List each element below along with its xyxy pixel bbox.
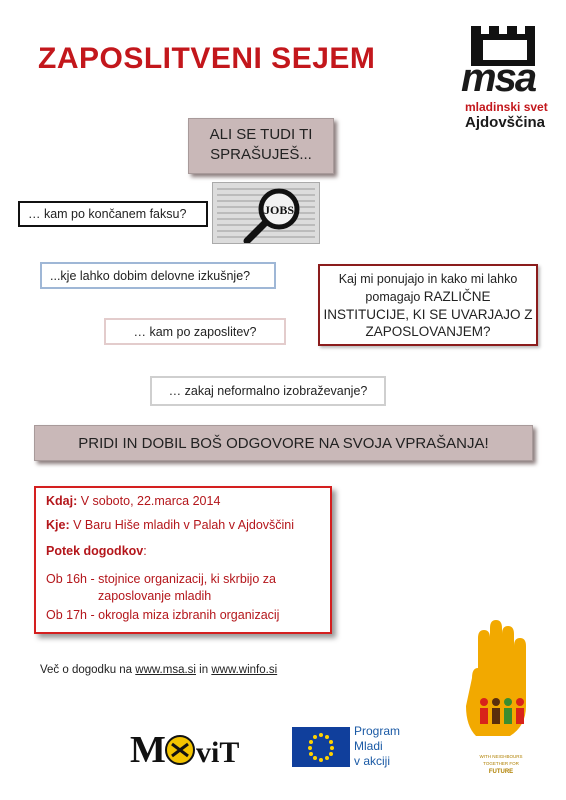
question-box-izobrazevanje: … zakaj neformalno izobraževanje? (150, 376, 386, 406)
program-label: Potek dogodkov (46, 544, 144, 558)
eu-text-line-1: Program (354, 724, 401, 738)
institutions-line-1: Kaj mi ponujajo in kako mi lahko (338, 272, 518, 286)
program-colon: : (143, 544, 147, 558)
question-box-faks: … kam po končanem faksu? (18, 201, 208, 227)
movit-logo-icon (128, 722, 282, 772)
program-item-1-line-1: Ob 16h - stojnice organizacij, ki skrbijo za (46, 572, 276, 586)
program-item-2: Ob 17h - okrogla miza izbranih organizacij (46, 608, 280, 622)
hand-logo-line-1: WITH NEIGHBOURS (479, 754, 523, 759)
eu-text-line-2: Mladi (354, 739, 383, 753)
ask-line-2: SPRAŠUJEŠ... (210, 146, 312, 163)
magnifier-icon (213, 183, 319, 243)
msa-logo-word: msa (461, 56, 536, 100)
institutions-line-2a: pomagajo (365, 290, 424, 304)
page-title: ZAPOSLITVENI SEJEM (38, 42, 376, 75)
msa-link[interactable]: www.msa.si (135, 664, 196, 676)
hand-logo (466, 618, 536, 778)
eu-flag-icon (292, 727, 350, 767)
hand-logo-line-3: FUTURE (488, 769, 514, 775)
movit-logo (128, 722, 282, 772)
msa-logo-subtitle: mladinski svet (465, 100, 548, 114)
question-box-izkusnje: ...kje lahko dobim delovne izkušnje? (40, 262, 276, 289)
institutions-line-3: INSTITUCIJE, KI SE UVARJAJO Z (323, 307, 533, 322)
institutions-line-4: ZAPOSLOVANJEM? (365, 324, 491, 339)
ask-line-1: ALI SE TUDI TI (209, 126, 313, 143)
winfo-link[interactable]: www.winfo.si (211, 664, 278, 676)
eu-text-line-3: v akciji (354, 754, 391, 768)
more-info-line (40, 664, 277, 676)
more-info-prefix: Več o dogodku na (40, 664, 136, 676)
more-info-mid: in (195, 664, 212, 676)
jobs-label: JOBS (263, 203, 295, 217)
svg-text:M: M (130, 729, 166, 771)
when-label: Kdaj: (46, 494, 78, 508)
ask-box (188, 118, 334, 174)
institutions-line-2b: RAZLIČNE (423, 289, 491, 304)
event-info-box (34, 486, 332, 634)
eu-program-logo (292, 723, 410, 771)
call-to-action-banner: PRIDI IN DOBIL BOŠ ODGOVORE NA SVOJA VPRAŠANJA! (34, 425, 533, 461)
jobs-newspaper-image (212, 182, 320, 244)
question-box-zaposlitev: … kam po zaposlitev? (104, 318, 286, 345)
program-item-1-line-2: zaposlovanje mladih (98, 589, 212, 603)
when-value: V soboto, 22.marca 2014 (77, 494, 221, 508)
hand-people-icon (466, 618, 536, 778)
msa-logo (455, 26, 560, 141)
hand-logo-line-2: TOGETHER FOR (483, 761, 519, 766)
svg-text:viT: viT (196, 736, 240, 769)
institutions-box (318, 264, 538, 346)
where-label: Kje: (46, 518, 70, 532)
where-value: V Baru Hiše mladih v Palah v Ajdovščini (69, 518, 295, 532)
msa-logo-town: Ajdovščina (465, 114, 546, 131)
